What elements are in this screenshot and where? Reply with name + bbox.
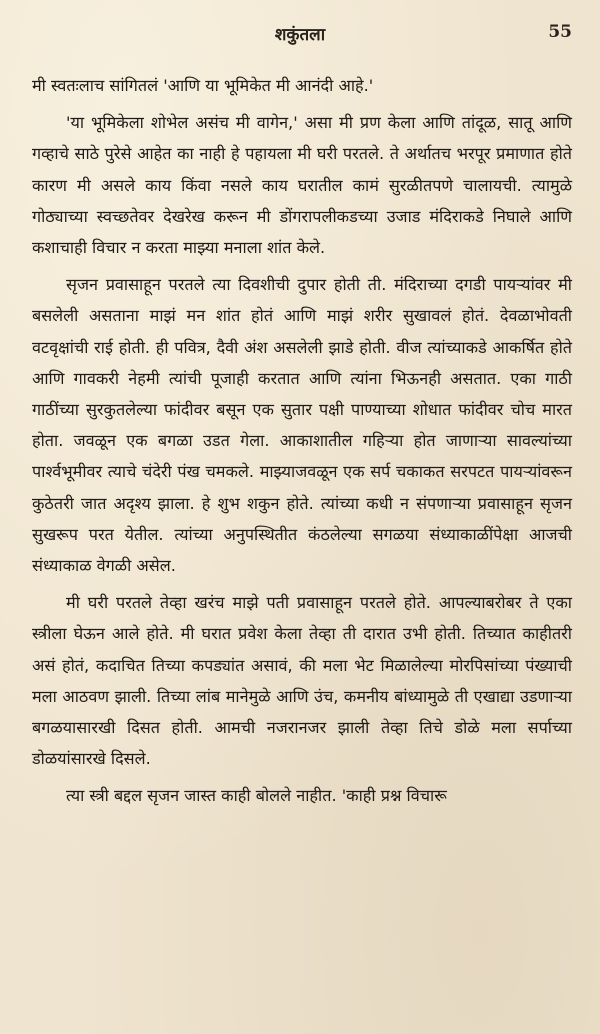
page-number: 55 [548, 22, 572, 42]
paragraph: सृजन प्रवासाहून परतले त्या दिवशीची दुपार होती ती. मंदिराच्या दगडी पायऱ्यांवर मी बसलेली असताना माझं मन शांत होतं आणि माझं शरीर सुखावलं होतं. देवळाभोवती वटवृक्षांची राई होती. ही पवित्र, दैवी अंश असलेली झाडे होती. वीज त्यांच्याकडे आकर्षित होते आणि गावकरी नेहमी त्यांची पूजाही करतात आणि त्यांना भिऊनही असतात. एका गाठी गाठींच्या सुरकुतलेल्या फांदीवर बसून एक सुतार पक्षी पाण्याच्या शोधात फांदीवर चोच मारत होता. जवळून एक बगळा उडत गेला. आकाशातील गहिऱ्या होत जाणाऱ्या सावल्यांच्या पार्श्वभूमीवर त्याचे चंदेरी पंख चमकले. माझ्याजवळून एक सर्प चकाकत सरपटत पायऱ्यांवरून कुठेतरी जात अदृश्य झाला. हे शुभ शकुन होते. त्यांच्या कधी न संपणाऱ्या प्रवासाहून सृजन सुखरूप परत येतील. त्यांच्या अनुपस्थितीत कंठलेल्या सगळया संध्याकाळींपेक्षा आजची संध्याकाळ वेगळी असेल. [32, 275, 572, 576]
body-text [32, 70, 572, 818]
running-title: शकुंतला [274, 25, 326, 45]
paragraph: 'या भूमिकेला शोभेल असंच मी वागेन,' असा मी प्रण केला आणि तांदूळ, सातू आणि गव्हाचे साठे पुरेसे आहेत का नाही हे पहायला मी घरी परतले. ते अर्थातच भरपूर प्रमाणात होते कारण मी असले काय किंवा नसले काय घरातील कामं सुरळीतपणे चालायची. त्यामुळे गोठ्याच्या स्वच्छतेवर देखरेख करून मी डोंगरापलीकडच्या उजाड मंदिराकडे निघाले आणि कशाचाही विचार न करता माझ्या मनाला शांत केले. [32, 113, 572, 258]
paragraph: मी घरी परतले तेव्हा खरंच माझे पती प्रवासाहून परतले होते. आपल्याबरोबर ते एका स्त्रीला घेऊन आले होते. मी घरात प्रवेश केला तेव्हा ती दारात उभी होती. तिच्यात काहीतरी असं होतं, कदाचित तिच्या कपड्यांत असावं, की मला भेट मिळालेल्या मोरपिसांच्या पंख्याची मला आठवण झाली. तिच्या लांब मानेमुळे आणि उंच, कमनीय बांध्यामुळे ती एखाद्या उडणाऱ्या बगळयासारखी दिसत होती. आमची नजरानजर झाली तेव्हा तिचे डोळे मला सर्पाच्या डोळयांसारखे दिसले. [32, 593, 572, 769]
paragraph: मी स्वतःलाच सांगितलं 'आणि या भूमिकेत मी आनंदी आहे.' [32, 76, 374, 95]
running-head [0, 22, 600, 52]
paragraph: त्या स्त्री बद्दल सृजन जास्त काही बोलले नाहीत. 'काही प्रश्न विचारू [66, 786, 447, 806]
